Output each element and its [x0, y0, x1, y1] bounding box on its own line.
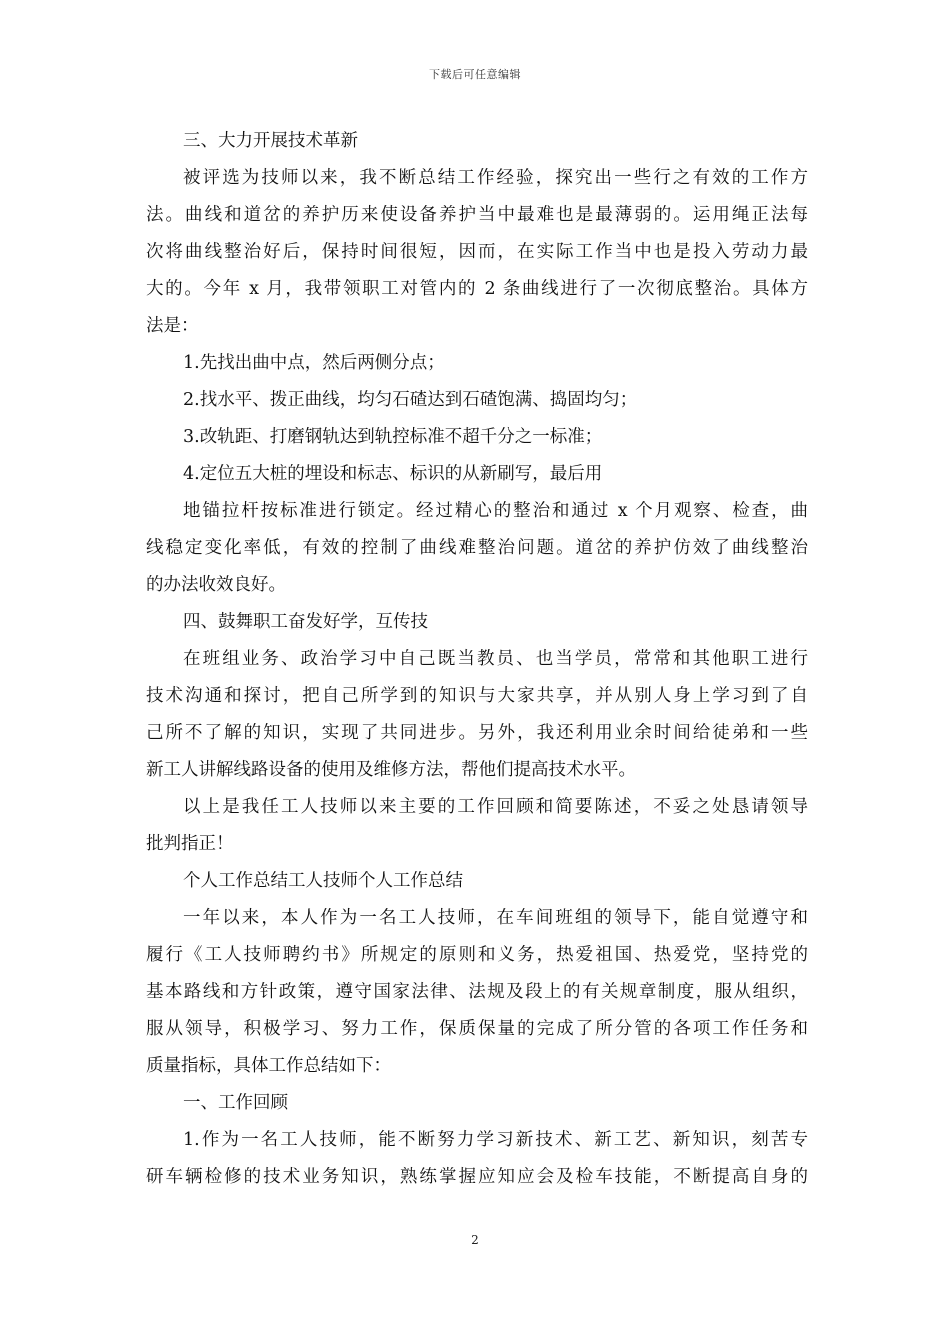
section-heading: 一、工作回顾: [183, 1093, 288, 1113]
page-header: 下载后可任意编辑: [429, 68, 521, 81]
paragraph-line: 以上是我任工人技师以来主要的工作回顾和简要陈述，不妥之处恳请领导: [183, 797, 808, 817]
section-heading: 四、鼓舞职工奋发好学，互传技: [183, 612, 428, 632]
list-item: 2.找水平、拨正曲线，均匀石碴达到石碴饱满、捣固均匀；: [183, 390, 638, 410]
paragraph-line: 服从领导，积极学习、努力工作，保质保量的完成了所分管的各项工作任务和: [146, 1019, 808, 1039]
section-heading: 三、大力开展技术革新: [183, 131, 358, 151]
paragraph-line: 基本路线和方针政策，遵守国家法律、法规及段上的有关规章制度，服从组织，: [146, 982, 808, 1002]
paragraph-line: 在班组业务、政治学习中自己既当教员、也当学员，常常和其他职工进行: [183, 649, 808, 669]
paragraph-line: 批判指正！: [146, 834, 234, 854]
paragraph-line: 新工人讲解线路设备的使用及维修方法，帮他们提高技术水平。: [146, 760, 636, 780]
paragraph-line: 1.作为一名工人技师，能不断努力学习新技术、新工艺、新知识，刻苦专: [183, 1130, 808, 1150]
paragraph-line: 线稳定变化率低，有效的控制了曲线难整治问题。道岔的养护仿效了曲线整治: [146, 538, 808, 558]
list-item: 4.定位五大桩的埋设和标志、标识的从新刷写，最后用: [183, 464, 603, 484]
document-title: 个人工作总结工人技师个人工作总结: [183, 871, 463, 891]
paragraph-line: 法是：: [146, 316, 199, 336]
paragraph-line: 地锚拉杆按标准进行锁定。经过精心的整治和通过 x 个月观察、检查，曲: [183, 501, 808, 521]
paragraph-line: 法。曲线和道岔的养护历来使设备养护当中最难也是最薄弱的。运用绳正法每: [146, 205, 808, 225]
paragraph-line: 己所不了解的知识，实现了共同进步。另外，我还利用业余时间给徒弟和一些: [146, 723, 808, 743]
list-item: 3.改轨距、打磨钢轨达到轨控标准不超千分之一标准；: [183, 427, 603, 447]
paragraph-line: 的办法收效良好。: [146, 575, 286, 595]
page-number: 2: [471, 1233, 479, 1247]
paragraph-line: 次将曲线整治好后，保持时间很短，因而，在实际工作当中也是投入劳动力最: [146, 242, 808, 262]
document-body: [146, 123, 808, 1196]
paragraph-line: 质量指标，具体工作总结如下：: [146, 1056, 391, 1076]
paragraph-line: 一年以来，本人作为一名工人技师，在车间班组的领导下，能自觉遵守和: [183, 908, 808, 928]
paragraph-line: 技术沟通和探讨，把自己所学到的知识与大家共享，并从别人身上学习到了自: [146, 686, 808, 706]
paragraph-line: 履行《工人技师聘约书》所规定的原则和义务，热爱祖国、热爱党，坚持党的: [146, 945, 808, 965]
paragraph-line: 大的。今年 x 月，我带领职工对管内的 2 条曲线进行了一次彻底整治。具体方: [146, 279, 808, 299]
list-item: 1.先找出曲中点，然后两侧分点；: [183, 353, 445, 373]
paragraph-line: 被评选为技师以来，我不断总结工作经验，探究出一些行之有效的工作方: [183, 168, 808, 188]
paragraph-line: 研车辆检修的技术业务知识，熟练掌握应知应会及检车技能，不断提高自身的: [146, 1167, 808, 1187]
